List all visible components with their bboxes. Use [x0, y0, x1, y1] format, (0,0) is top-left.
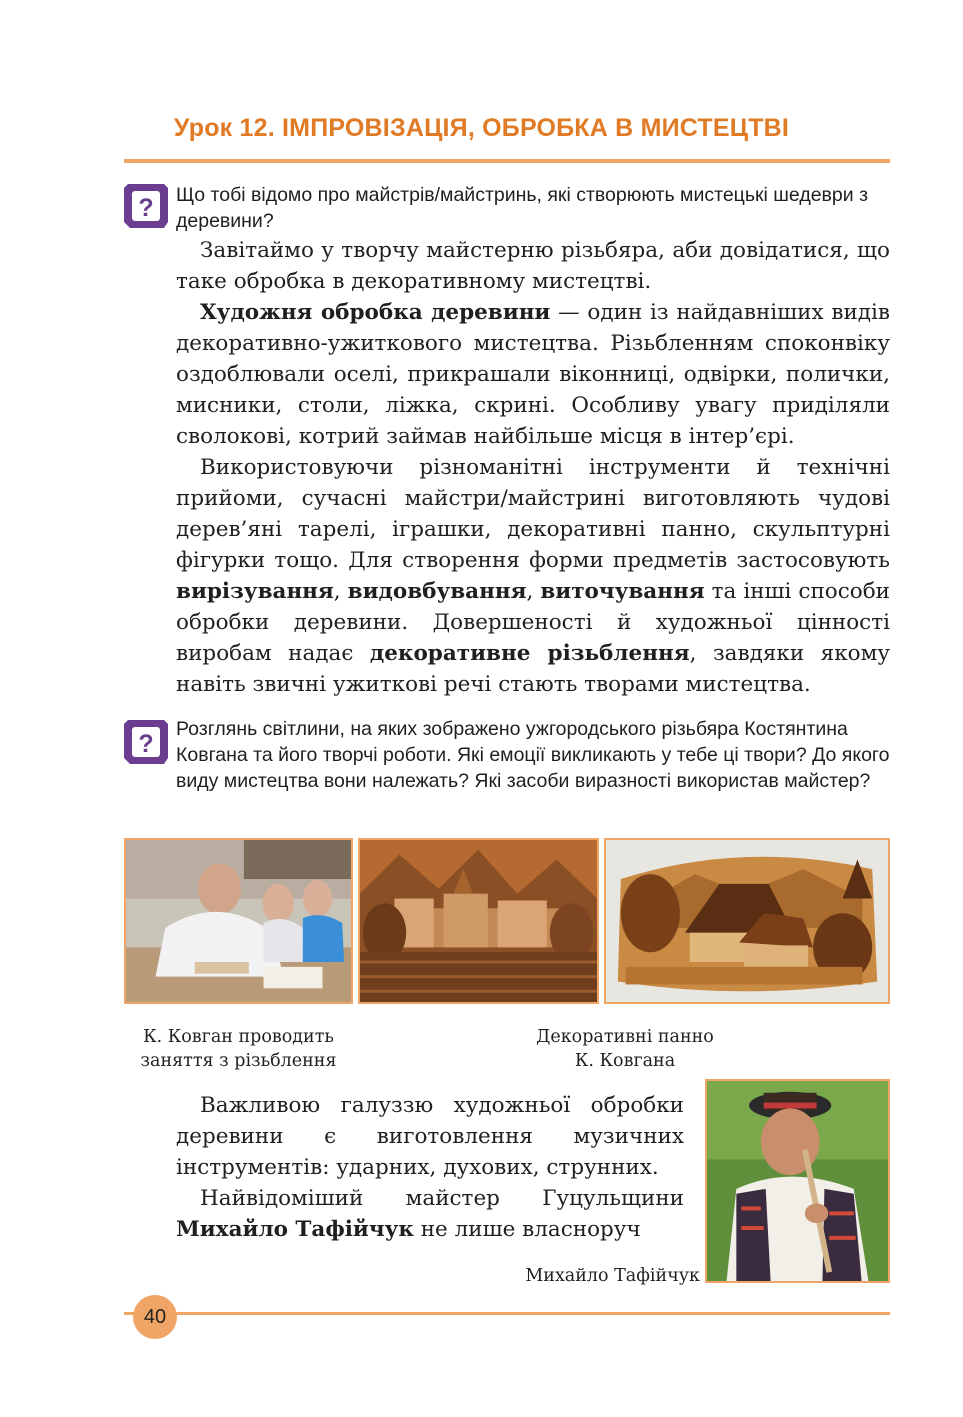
instruments-text [176, 1090, 684, 1245]
instruments-paragraph: Важливою галуззю художньої обробки деревини є виготовлення музичних інструментів: ударних, духових, струнних. [176, 1093, 684, 1180]
term-hollowing: видовбування [347, 579, 527, 604]
term-decorative-carving: декоративне різьблення [369, 641, 690, 666]
svg-text:?: ? [138, 730, 154, 758]
photo-carved-panel-town [358, 838, 599, 1004]
term-turning: виточування [540, 579, 705, 604]
master-paragraph: Найвідоміший майстер Гуцульщини Михайло Тафійчук не лише власноруч [176, 1186, 684, 1242]
title-underline [124, 159, 890, 163]
page-number: 40 [133, 1295, 177, 1339]
main-text [176, 235, 890, 700]
intro-paragraph: Завітаймо у творчу майстерню різьбяра, аби довідатися, що таке обробка в декоративному мистецтві. [176, 238, 890, 294]
term-wood-processing: Художня обробка деревини [200, 300, 551, 325]
caption-portrait: Михайло Тафійчук [525, 1266, 700, 1286]
wood-paragraph: Художня обробка деревини — один із найдавніших видів декоративно-ужиткового мистецтва. Різьбленням споконвіку оздоблювали оселі, прикрашали віконниці, одвірки, полички, мисники, столи, ліжка, скрині. Особливу увагу приділяли сволокові, котрий займав найбільше місця в інтер’єрі. [176, 300, 890, 449]
photo-carving-lesson [124, 838, 353, 1004]
term-cutting: вирізування [176, 579, 334, 604]
question-2: Розглянь світлини, на яких зображено ужгородського різьбяра Костянтина Ковгана та його творчі роботи. Які емоції викликають у тебе ці твори? До якого виду мистецтва вони належать? Які засоби виразності використав майстер? [176, 718, 890, 792]
photo-portrait [705, 1079, 890, 1283]
term-master-name: Михайло Тафійчук [176, 1217, 414, 1242]
caption-left: К. Ковган проводить заняття з різьблення [140, 1027, 337, 1071]
caption-right: Декоративні панно К. Ковгана [536, 1027, 714, 1071]
question-icon [124, 184, 168, 228]
techniques-paragraph: Використовуючи різноманітні інструменти й технічні прийоми, сучасні майстри/майстрині виготовляють чудові дерев’яні тарелі, іграшки, декоративні панно, скульптурні фігурки тощо. Для створення форми предметів застосовують вирізування, видовбування, виточування та інші способи обробки деревини. Довершеності й художньої цінності виробам надає декоративне різьблення, завдяки якому навіть звичні ужиткові речі стають творами мистецтва. [176, 455, 890, 697]
photo-carved-panel-village [604, 838, 890, 1004]
question-1: Що тобі відомо про майстрів/майстринь, які створюють мистецькі шедеври з деревини? [176, 184, 869, 232]
svg-text:?: ? [138, 194, 154, 222]
lesson-title: Урок 12. ІМПРОВІЗАЦІЯ, ОБРОБКА В МИСТЕЦТВІ [173, 114, 790, 142]
footer-rule [124, 1312, 890, 1315]
question-icon [124, 720, 168, 764]
